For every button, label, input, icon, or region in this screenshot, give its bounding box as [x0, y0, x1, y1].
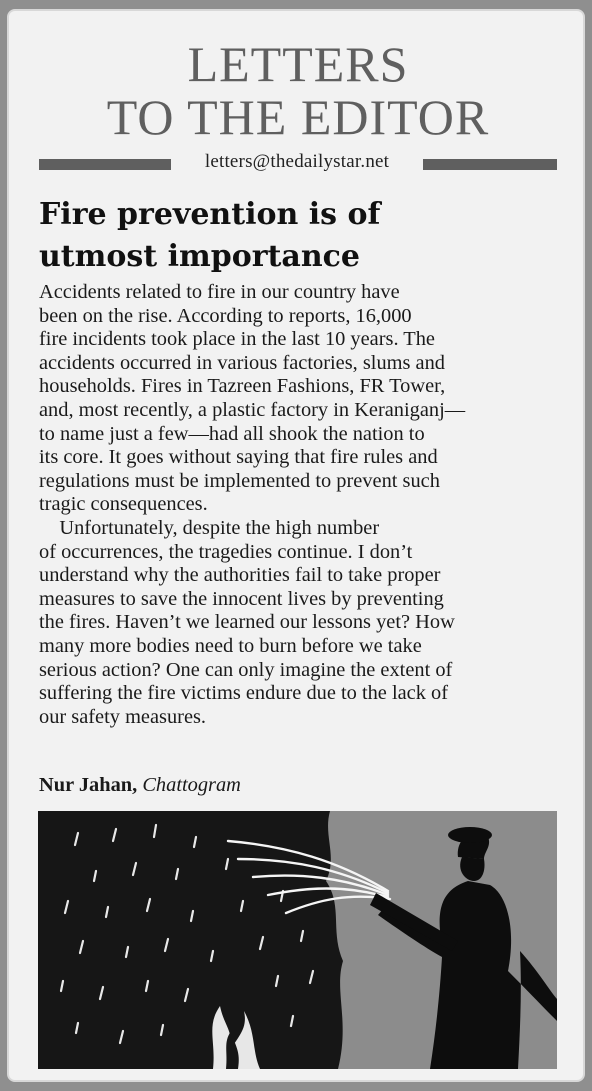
left-rule — [39, 159, 171, 170]
body-line: measures to save the innocent lives by preventing — [39, 587, 444, 610]
firefighter-fire-image — [38, 811, 557, 1069]
body-line: Unfortunately, despite the high number — [39, 516, 380, 539]
body-line: its core. It goes without saying that fire rules and — [39, 446, 438, 469]
body-line: accidents occurred in various factories, slums and — [39, 351, 445, 374]
letter-headline — [39, 194, 569, 278]
body-line: fire incidents took place in the last 10 years. The — [39, 328, 435, 351]
letter-body — [39, 281, 564, 729]
right-rule — [423, 159, 557, 170]
section-title-line2: TO THE EDITOR — [106, 89, 490, 145]
body-line: the fires. Haven’t we learned our lessons yet? How — [39, 611, 455, 634]
letter-signature — [39, 774, 241, 797]
headline-line2: utmost importance — [39, 239, 361, 274]
body-line: households. Fires in Tazreen Fashions, FR Tower, — [39, 375, 446, 398]
body-line: to name just a few—had all shook the nation to — [39, 422, 425, 445]
firefighter-illustration — [38, 811, 557, 1069]
body-line: serious action? One can only imagine the extent of — [39, 658, 453, 681]
body-line: of occurrences, the tragedies continue. I don’t — [39, 540, 413, 563]
body-line: and, most recently, a plastic factory in Keraniganj— — [39, 398, 466, 421]
body-line: been on the rise. According to reports, 16,000 — [39, 304, 412, 327]
contact-email[interactable]: letters@thedailystar.net — [204, 151, 390, 172]
author-name: Nur Jahan, — [39, 774, 138, 796]
author-location: Chattogram — [142, 774, 241, 796]
body-line: regulations must be implemented to prevent such — [39, 469, 440, 492]
body-line: suffering the fire victims endure due to the lack of — [39, 682, 448, 705]
letters-card — [7, 9, 585, 1082]
body-line: Accidents related to fire in our country have — [39, 281, 400, 303]
body-line: many more bodies need to burn before we take — [39, 634, 422, 657]
body-line: our safety measures. — [39, 705, 207, 728]
headline-line1: Fire prevention is of — [39, 197, 381, 232]
body-line: tragic consequences. — [39, 493, 208, 516]
body-line: understand why the authorities fail to take proper — [39, 564, 441, 587]
section-title-line1: LETTERS — [187, 36, 409, 92]
